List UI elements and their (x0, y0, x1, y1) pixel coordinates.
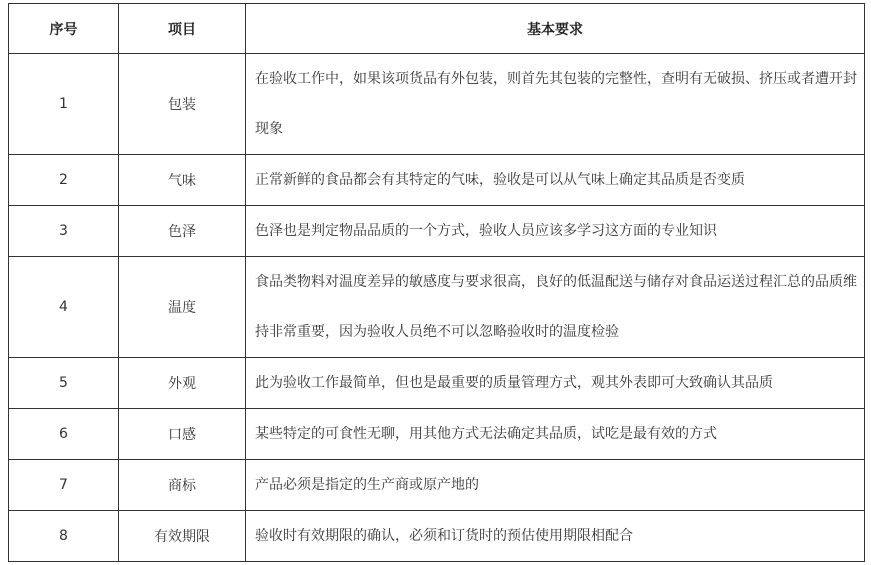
row-number: 3 (9, 206, 119, 257)
row-item: 口感 (119, 409, 246, 460)
row-requirement: 在验收工作中，如果该项货品有外包装，则首先其包装的完整性，查明有无破损、挤压或者遭开封现象 (246, 54, 865, 155)
header-requirement: 基本要求 (246, 4, 865, 54)
row-number: 4 (9, 257, 119, 358)
row-item: 温度 (119, 257, 246, 358)
row-number: 2 (9, 155, 119, 206)
requirements-table (8, 3, 865, 562)
table-row (9, 206, 865, 257)
row-item: 外观 (119, 358, 246, 409)
table-row (9, 54, 865, 155)
table-row (9, 358, 865, 409)
row-number: 1 (9, 54, 119, 155)
row-requirement: 正常新鲜的食品都会有其特定的气味，验收是可以从气味上确定其品质是否变质 (246, 155, 865, 206)
row-requirement: 此为验收工作最简单，但也是最重要的质量管理方式，观其外表即可大致确认其品质 (246, 358, 865, 409)
row-requirement: 食品类物料对温度差异的敏感度与要求很高，良好的低温配送与储存对食品运送过程汇总的品质维持非常重要，因为验收人员绝不可以忽略验收时的温度检验 (246, 257, 865, 358)
header-item: 项目 (119, 4, 246, 54)
row-requirement: 验收时有效期限的确认，必须和订货时的预估使用期限相配合 (246, 511, 865, 562)
table-row (9, 257, 865, 358)
row-number: 6 (9, 409, 119, 460)
table-row (9, 511, 865, 562)
table-row (9, 155, 865, 206)
row-requirement: 某些特定的可食性无聊，用其他方式无法确定其品质，试吃是最有效的方式 (246, 409, 865, 460)
row-item: 有效期限 (119, 511, 246, 562)
row-number: 5 (9, 358, 119, 409)
header-no: 序号 (9, 4, 119, 54)
row-item: 气味 (119, 155, 246, 206)
table-row (9, 460, 865, 511)
row-item: 包装 (119, 54, 246, 155)
table-row (9, 409, 865, 460)
row-requirement: 产品必须是指定的生产商或原产地的 (246, 460, 865, 511)
row-item: 色泽 (119, 206, 246, 257)
row-item: 商标 (119, 460, 246, 511)
row-requirement: 色泽也是判定物品品质的一个方式，验收人员应该多学习这方面的专业知识 (246, 206, 865, 257)
row-number: 7 (9, 460, 119, 511)
header-row (9, 4, 865, 54)
row-number: 8 (9, 511, 119, 562)
